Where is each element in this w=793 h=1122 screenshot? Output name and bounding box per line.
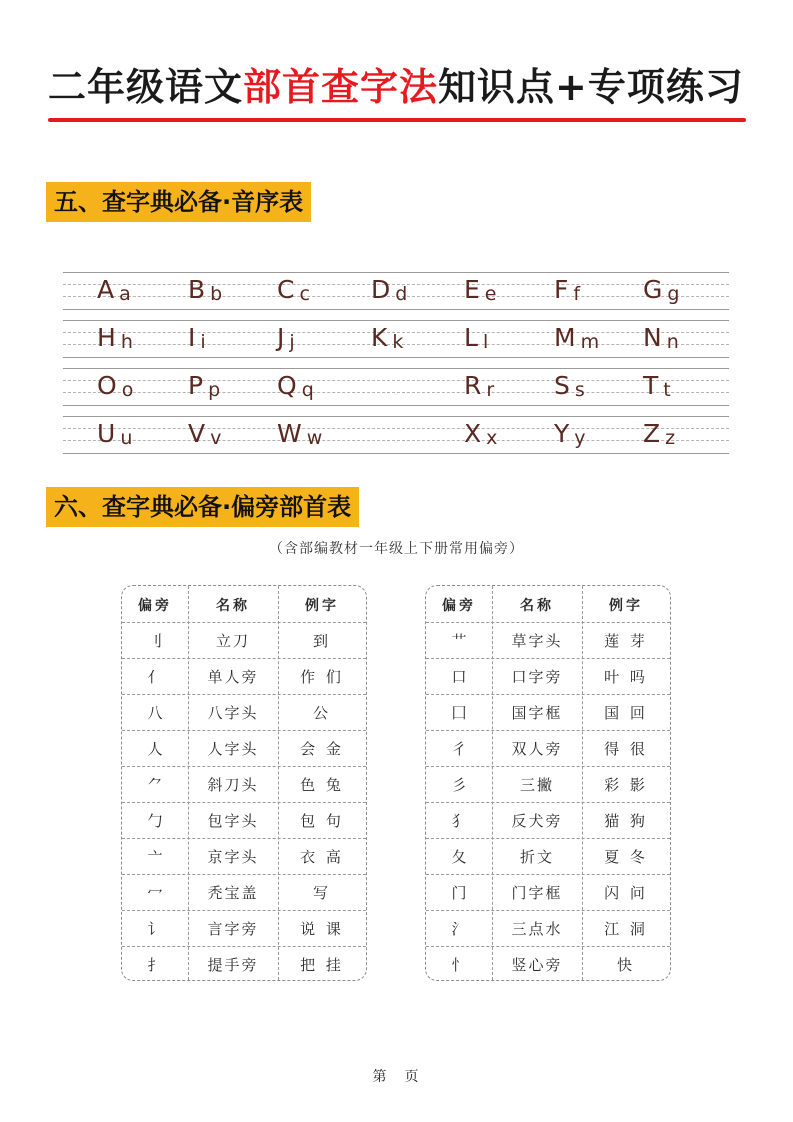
radical-table-right: [425, 585, 671, 981]
lowercase-letter: s: [574, 379, 585, 401]
example-chars-cell: 公: [312, 704, 331, 722]
lowercase-letter: l: [482, 331, 489, 353]
uppercase-letter: K: [371, 323, 388, 352]
section6-heading: 六、查字典必备·偏旁部首表: [46, 487, 359, 527]
example-chars-cell: 把 挂: [300, 956, 344, 974]
letter-pair: [188, 316, 206, 360]
uppercase-letter: W: [277, 419, 302, 448]
uppercase-letter: M: [554, 323, 576, 352]
example-chars-cell: 会 金: [300, 740, 344, 758]
letter-pair: [464, 316, 488, 360]
lowercase-letter: a: [119, 283, 131, 305]
radical-name-cell: 竖心旁: [511, 956, 563, 974]
lowercase-letter: d: [395, 283, 408, 305]
radical-name-cell: 折文: [519, 848, 554, 866]
letter-pair: [277, 364, 314, 408]
lowercase-letter: c: [299, 283, 310, 305]
uppercase-letter: Q: [277, 371, 297, 400]
title-part2: 知识点+专项练习: [438, 65, 744, 109]
radical-cell: 囗: [451, 704, 467, 722]
example-chars-cell: 国 回: [604, 704, 648, 722]
letter-pair: [554, 268, 580, 312]
uppercase-letter: C: [277, 275, 295, 304]
radical-name-cell: 京字头: [207, 848, 259, 866]
alphabet-row: [63, 316, 729, 364]
example-chars-cell: 得 很: [604, 740, 648, 758]
letter-pair: [554, 364, 585, 408]
lowercase-letter: z: [665, 427, 676, 449]
letter-pair: [643, 412, 675, 456]
lowercase-letter: u: [120, 427, 133, 449]
example-chars-cell: 色 兔: [300, 776, 344, 794]
lowercase-letter: w: [306, 427, 323, 449]
uppercase-letter: P: [188, 371, 204, 400]
uppercase-letter: N: [643, 323, 662, 352]
example-chars-cell: 叶 吗: [604, 668, 648, 686]
example-chars-cell: 到: [312, 632, 331, 650]
radical-name-cell: 包字头: [207, 812, 259, 830]
radical-cell: 犭: [451, 812, 467, 830]
radical-name-cell: 双人旁: [511, 740, 563, 758]
uppercase-letter: U: [97, 419, 116, 448]
uppercase-letter: A: [97, 275, 115, 304]
lowercase-letter: r: [486, 379, 495, 401]
uppercase-letter: G: [643, 275, 663, 304]
radical-cell: 亻: [147, 668, 163, 686]
example-chars-cell: 夏 冬: [604, 848, 648, 866]
uppercase-letter: L: [464, 323, 478, 352]
radical-name-cell: 言字旁: [207, 920, 259, 938]
page-title: [48, 62, 748, 112]
header-name: 名称: [216, 598, 250, 614]
header-radical: 偏旁: [138, 598, 172, 614]
radical-name-cell: 三撇: [519, 776, 554, 794]
section6-subtitle: （含部编教材一年级上下册常用偏旁）: [269, 541, 524, 557]
page-footer: 第 页: [372, 1069, 421, 1085]
lowercase-letter: q: [301, 379, 314, 401]
letter-pair: [643, 316, 679, 360]
lowercase-letter: o: [121, 379, 134, 401]
lowercase-letter: e: [484, 283, 497, 305]
writing-lines: [63, 416, 729, 454]
example-chars-cell: 衣 高: [300, 848, 344, 866]
letter-pair: [554, 412, 586, 456]
letter-pair: [188, 268, 222, 312]
radical-cell: 冖: [147, 884, 163, 902]
letter-pair: [464, 268, 497, 312]
letter-pair: [371, 268, 407, 312]
example-chars-cell: 快: [616, 956, 635, 974]
letter-pair: [188, 412, 221, 456]
lowercase-letter: b: [210, 283, 223, 305]
radical-name-cell: 口字旁: [511, 668, 563, 686]
letter-pair: [277, 412, 322, 456]
radical-name-cell: 八字头: [207, 704, 259, 722]
lowercase-letter: v: [210, 427, 222, 449]
lowercase-letter: i: [200, 331, 206, 353]
letter-pair: [643, 268, 679, 312]
alphabet-row: [63, 412, 729, 460]
example-chars-cell: 彩 影: [604, 776, 648, 794]
letter-pair: [464, 412, 497, 456]
radical-cell: 夂: [451, 848, 467, 866]
radical-name-cell: 反犬旁: [511, 812, 563, 830]
uppercase-letter: T: [643, 371, 659, 400]
title-highlight: 部首查字法: [243, 65, 439, 109]
letter-pair: [97, 268, 131, 312]
uppercase-letter: J: [277, 323, 285, 352]
lowercase-letter: t: [663, 379, 671, 401]
uppercase-letter: Y: [554, 419, 570, 448]
header-examples: 例字: [305, 598, 339, 614]
letter-pair: [277, 316, 295, 360]
radical-cell: 扌: [147, 956, 163, 974]
uppercase-letter: B: [188, 275, 206, 304]
letter-pair: [97, 316, 133, 360]
example-chars-cell: 包 句: [300, 812, 344, 830]
example-chars-cell: 江 洞: [604, 920, 648, 938]
uppercase-letter: F: [554, 275, 569, 304]
radical-cell: 忄: [451, 956, 467, 974]
example-chars-cell: 写: [312, 884, 331, 902]
radical-cell: 人: [147, 740, 163, 758]
radical-name-cell: 三点水: [511, 920, 563, 938]
radical-name-cell: 人字头: [207, 740, 259, 758]
title-part1: 二年级语文: [48, 65, 244, 109]
alphabet-row: [63, 364, 729, 412]
radical-cell: ⺈: [147, 776, 163, 794]
header-radical: 偏旁: [442, 598, 476, 614]
radical-cell: 氵: [451, 920, 467, 938]
uppercase-letter: H: [97, 323, 116, 352]
radical-cell: 勹: [147, 812, 163, 830]
radical-name-cell: 斜刀头: [207, 776, 259, 794]
lowercase-letter: m: [580, 331, 600, 353]
letter-pair: [97, 364, 133, 408]
lowercase-letter: k: [392, 331, 404, 353]
radical-cell: 彡: [451, 776, 467, 794]
letter-pair: [643, 364, 671, 408]
example-chars-cell: 猫 狗: [604, 812, 648, 830]
lowercase-letter: j: [289, 331, 295, 353]
uppercase-letter: E: [464, 275, 480, 304]
uppercase-letter: I: [188, 323, 196, 352]
radical-table-left: [121, 585, 367, 981]
radical-name-cell: 秃宝盖: [207, 884, 259, 902]
example-chars-cell: 莲 芽: [604, 632, 648, 650]
uppercase-letter: R: [464, 371, 482, 400]
lowercase-letter: x: [486, 427, 498, 449]
radical-cell: 口: [451, 668, 467, 686]
uppercase-letter: O: [97, 371, 117, 400]
letter-pair: [277, 268, 310, 312]
radical-name-cell: 提手旁: [207, 956, 259, 974]
letter-pair: [188, 364, 220, 408]
lowercase-letter: h: [120, 331, 133, 353]
example-chars-cell: 说 课: [300, 920, 344, 938]
lowercase-letter: p: [208, 379, 221, 401]
radical-name-cell: 草字头: [511, 632, 563, 650]
alphabet-row: [63, 268, 729, 316]
lowercase-letter: n: [666, 331, 679, 353]
lowercase-letter: g: [667, 283, 680, 305]
header-name: 名称: [520, 598, 554, 614]
radical-name-cell: 单人旁: [207, 668, 259, 686]
uppercase-letter: X: [464, 419, 482, 448]
radical-name-cell: 门字框: [511, 884, 563, 902]
radical-name-cell: 国字框: [511, 704, 563, 722]
header-examples: 例字: [609, 598, 643, 614]
title-underline: [48, 118, 746, 122]
letter-pair: [464, 364, 494, 408]
lowercase-letter: y: [574, 427, 586, 449]
uppercase-letter: V: [188, 419, 206, 448]
uppercase-letter: S: [554, 371, 570, 400]
writing-lines: [63, 368, 729, 406]
radical-cell: 艹: [451, 632, 467, 650]
radical-name-cell: 立刀: [215, 632, 250, 650]
example-chars-cell: 闪 问: [604, 884, 648, 902]
section5-heading: 五、查字典必备·音序表: [46, 182, 311, 222]
uppercase-letter: D: [371, 275, 391, 304]
radical-cell: 亠: [147, 848, 163, 866]
letter-pair: [554, 316, 599, 360]
radical-cell: 八: [147, 704, 163, 722]
alphabet-chart: [63, 268, 729, 458]
radical-cell: 门: [451, 884, 467, 902]
letter-pair: [97, 412, 132, 456]
radical-cell: 讠: [147, 920, 163, 938]
radical-cell: 彳: [451, 740, 467, 758]
radical-cell: 刂: [147, 632, 163, 650]
lowercase-letter: f: [573, 283, 581, 305]
uppercase-letter: Z: [643, 419, 661, 448]
letter-pair: [371, 316, 403, 360]
example-chars-cell: 作 们: [300, 668, 344, 686]
